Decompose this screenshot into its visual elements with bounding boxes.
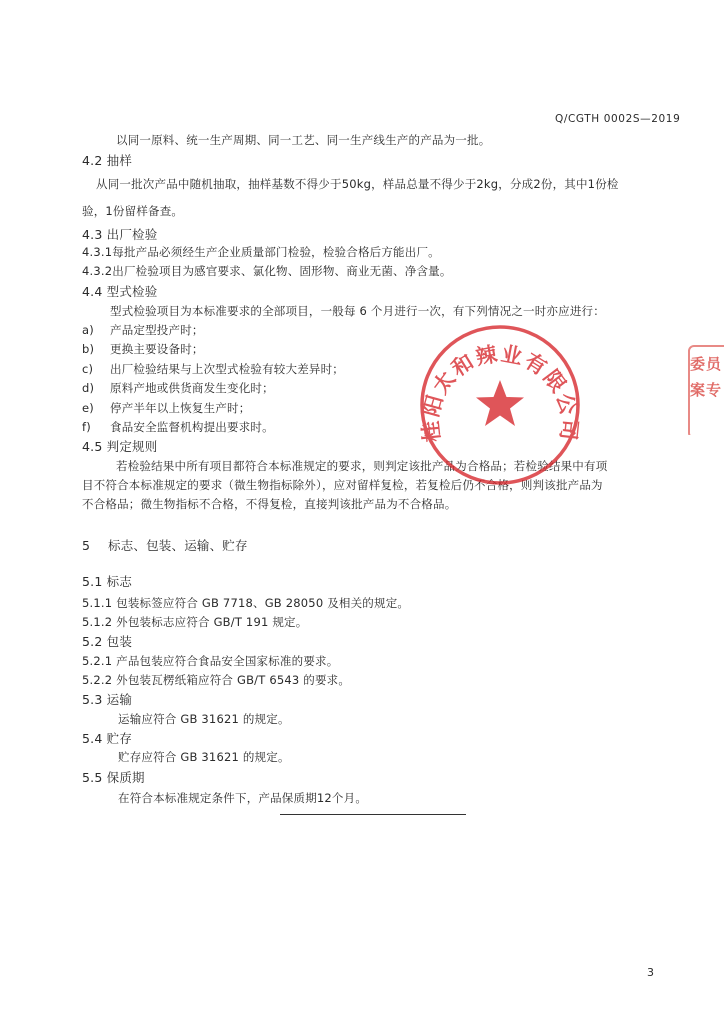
factory-inspection-4-3-1: 4.3.1每批产品必须经生产企业质量部门检验，检验合格后方能出厂。 [82, 245, 440, 259]
list-item-label: b) [82, 342, 95, 356]
storage-text: 贮存应符合 GB 31621 的规定。 [118, 750, 290, 764]
section-4-2-title: 4.2 抽样 [82, 153, 133, 168]
section-5-number: 5 [82, 538, 91, 553]
partial-stamp-edge: 委员 案专 [686, 345, 724, 435]
label-5-1-1: 5.1.1 包装标签应符合 GB 7718、GB 28050 及相关的规定。 [82, 596, 410, 610]
transport-text: 运输应符合 GB 31621 的规定。 [118, 712, 290, 726]
page-number: 3 [647, 966, 655, 979]
batch-definition-tail: 以同一原料、统一生产周期、同一工艺、同一生产线生产的产品为一批。 [116, 133, 491, 147]
sampling-text-1: 从同一批次产品中随机抽取，抽样基数不得少于50kg，样品总量不得少于2kg，分成2份，其中1份检 [96, 177, 619, 191]
package-5-2-2: 5.2.2 外包装瓦楞纸箱应符合 GB/T 6543 的要求。 [82, 673, 351, 687]
list-item-label: c) [82, 362, 94, 376]
section-5-2-title: 5.2 包装 [82, 634, 133, 649]
list-item: 更换主要设备时； [110, 342, 204, 356]
list-item: 食品安全监督机构提出要求时。 [110, 420, 274, 434]
package-5-2-1: 5.2.1 产品包装应符合食品安全国家标准的要求。 [82, 654, 339, 668]
label-5-1-2: 5.1.2 外包装标志应符合 GB/T 191 规定。 [82, 615, 308, 629]
judgement-rule-line-2: 目不符合本标准规定的要求（微生物指标除外），应对留样复检，若复检后仍不合格，则判该批产品为 [82, 478, 603, 492]
list-item: 产品定型投产时； [110, 323, 204, 337]
seal-text: 桂阳太和辣业有限公司 [417, 340, 583, 444]
section-5-1-title: 5.1 标志 [82, 574, 133, 589]
company-seal-stamp [415, 320, 585, 490]
standard-code-header: Q/CGTH 0002S—2019 [555, 113, 681, 125]
list-item: 原料产地或供货商发生变化时； [110, 381, 274, 395]
judgement-rule-line-3: 不合格品；微生物指标不合格，不得复检，直接判该批产品为不合格品。 [82, 497, 457, 511]
section-4-3-title: 4.3 出厂检验 [82, 227, 158, 242]
section-5-3-title: 5.3 运输 [82, 692, 133, 707]
end-rule [280, 814, 466, 815]
type-inspection-intro: 型式检验项目为本标准要求的全部项目，一般每 6 个月进行一次，有下列情况之一时亦应进行： [110, 304, 605, 318]
section-4-5-title: 4.5 判定规则 [82, 439, 158, 454]
list-item-label: e) [82, 401, 94, 415]
shelf-life-text: 在符合本标准规定条件下，产品保质期12个月。 [118, 791, 368, 805]
list-item-label: f) [82, 420, 91, 434]
judgement-rule-line-1: 若检验结果中所有项目都符合本标准规定的要求，则判定该批产品为合格品；若检验结果中有项 [116, 459, 608, 473]
section-5-title: 标志、包装、运输、贮存 [108, 538, 248, 553]
sampling-text-2: 验，1份留样备查。 [82, 204, 184, 218]
section-5-5-title: 5.5 保质期 [82, 770, 145, 785]
list-item: 出厂检验结果与上次型式检验有较大差异时； [110, 362, 344, 376]
list-item: 停产半年以上恢复生产时； [110, 401, 251, 415]
seal-star-icon [476, 380, 524, 426]
factory-inspection-4-3-2: 4.3.2出厂检验项目为感官要求、氯化物、固形物、商业无菌、净含量。 [82, 264, 452, 278]
section-4-4-title: 4.4 型式检验 [82, 284, 158, 299]
section-5-4-title: 5.4 贮存 [82, 731, 133, 746]
list-item-label: d) [82, 381, 95, 395]
list-item-label: a) [82, 323, 94, 337]
